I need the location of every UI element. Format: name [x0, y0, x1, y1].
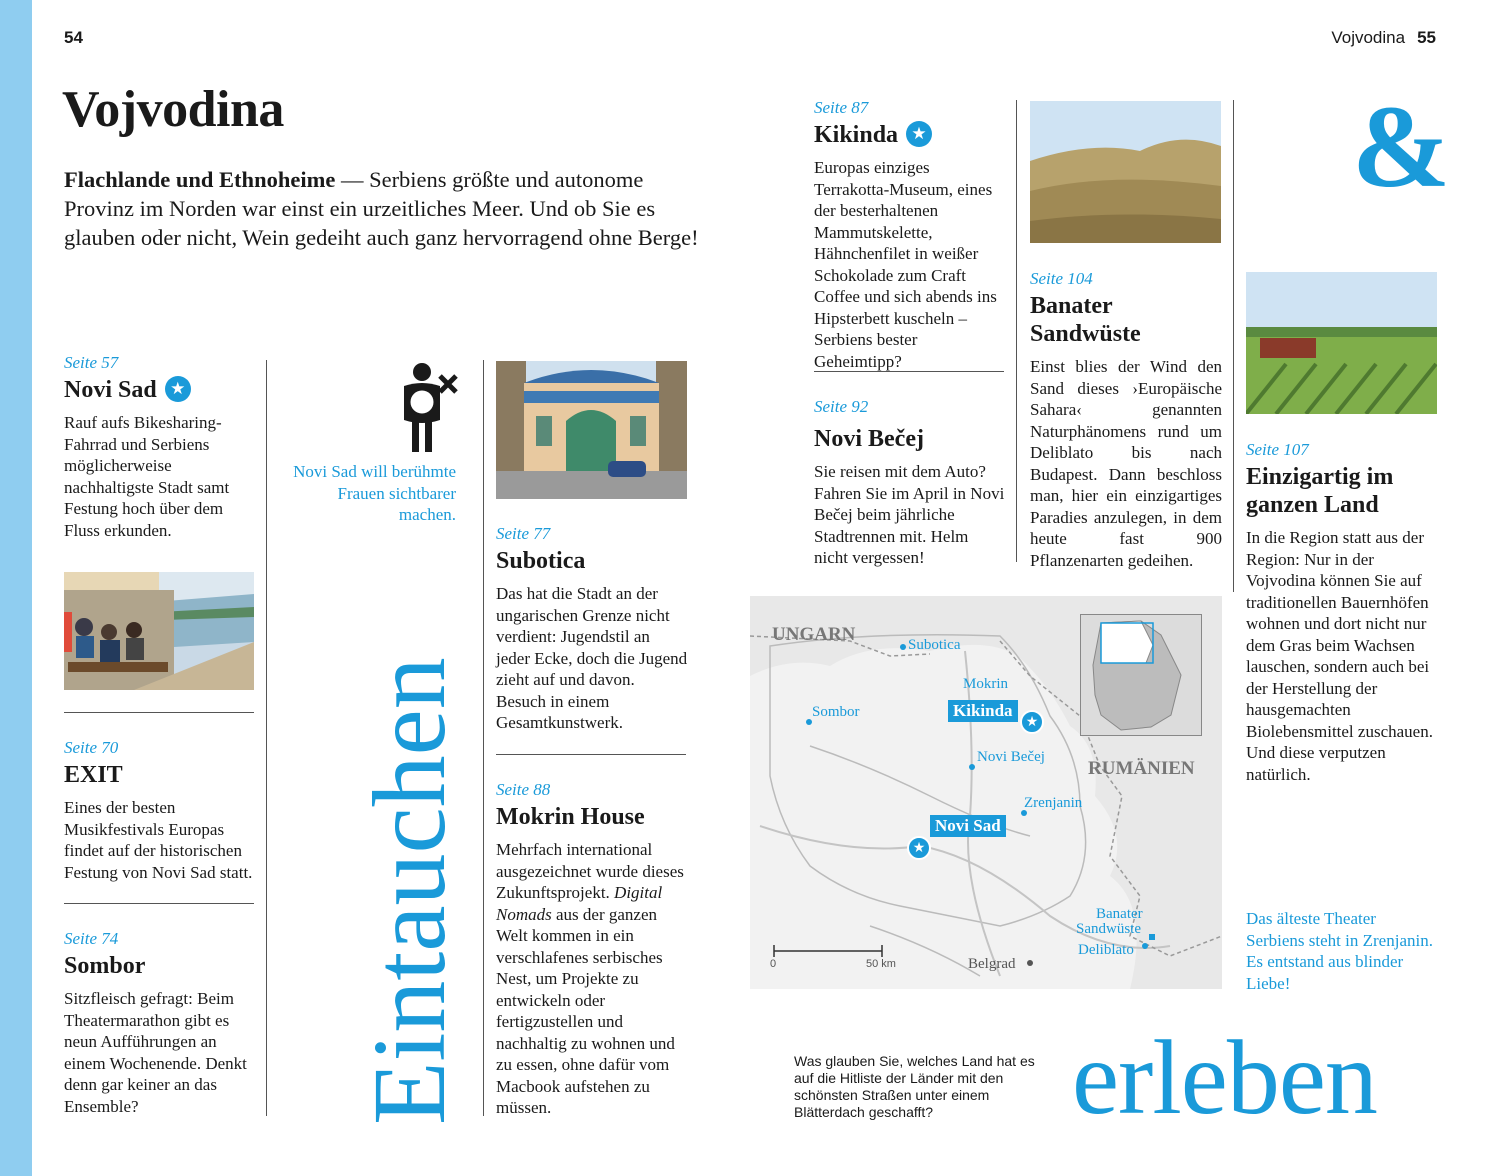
page-ref: Seite 88: [496, 780, 551, 799]
farm-photo: [1246, 272, 1437, 414]
entry-text: Sitzfleisch gefragt: Beim Theatermarathon gibt es neun Aufführungen an einem Wochenende. Denkt denn gar keiner an das Ensemble?: [64, 989, 247, 1116]
entry-sombor: [64, 929, 256, 1117]
divider: [814, 371, 1004, 372]
entry-title: Einzigartig im ganzen Land: [1246, 464, 1394, 518]
entry-banat: [1030, 269, 1222, 571]
map-label-rumaenien: RUMÄNIEN: [1088, 758, 1195, 779]
map-label-belgrad: Belgrad: [968, 956, 1016, 972]
divider: [64, 712, 254, 713]
page-ref: Seite 74: [64, 929, 119, 948]
entry-mokrin: [496, 780, 690, 1119]
column-rule: [266, 360, 267, 1116]
entry-text-a: Mehrfach international ausgezeichnet wurde dieses Zukunftsprojekt.: [496, 840, 684, 902]
column-rule: [1016, 100, 1017, 562]
entry-text: Eines der besten Musikfestivals Europas findet auf der historischen Festung von Novi Sad statt.: [64, 798, 253, 882]
map-label-novi-sad: Novi Sad: [930, 815, 1006, 837]
column-rule: [483, 360, 484, 1116]
note-frauen: Novi Sad will berühmte Frauen sichtbarer machen.: [293, 462, 456, 524]
entry-title: Mokrin House: [496, 804, 645, 830]
entry-title: Banater Sandwüste: [1030, 293, 1141, 347]
map-label-novi-becej: Novi Bečej: [977, 749, 1045, 765]
entry-text: Europas einziges Terrakotta-Museum, eines der besterhaltenen Mammutskelette, Hähnchenfilet in weißer Schokolade zum Craft Coffee und sich abends ins Hipsterbett kuscheln – Serbiens bester Geheimtipp?: [814, 158, 997, 371]
entry-title: [814, 121, 1006, 149]
page-ref: Seite 77: [496, 524, 551, 543]
map-label-sombor: Sombor: [812, 704, 860, 720]
map-label-zrenjanin: Zrenjanin: [1024, 795, 1083, 811]
entry-kikinda: [814, 98, 1006, 372]
page-ref: Seite 87: [814, 98, 869, 117]
entry-text: Rauf aufs Bikesharing-Fahrrad und Serbiens möglicherweise nachhaltigste Stadt samt Festung hoch über dem Fluss erkunden.: [64, 413, 230, 540]
map-label-ungarn: UNGARN: [772, 624, 856, 645]
page-number-right: 55: [1417, 28, 1436, 47]
map-label-mokrin: Mokrin: [963, 676, 1008, 692]
entry-title: EXIT: [64, 762, 123, 788]
subotica-palace-photo: [496, 361, 687, 499]
woman-icon: [398, 362, 458, 456]
entry-title: Subotica: [496, 548, 586, 574]
entry-text: Einst blies der Wind den Sand dieses ›Europäische Sahara‹ genannten Naturphänomens rund um Deliblato bis nach Budapest. Dann beschloss man, hier ein einzigartiges Paradies anzulegen, in dem heute fast 900 Pflanzenarten gedeihen.: [1030, 357, 1222, 570]
map-label-deliblato: Deliblato: [1078, 942, 1134, 958]
page-ref: Seite 70: [64, 738, 119, 757]
divider: [496, 754, 686, 755]
dunes-photo: [1030, 101, 1221, 243]
eintauchen-heading: Eintauchen: [352, 657, 467, 1125]
sidebar-stripe: [0, 0, 32, 1176]
entry-title: Sombor: [64, 953, 146, 979]
entry-novi-becej: [814, 397, 1006, 569]
scale-km: 50 km: [866, 958, 896, 970]
map-star-icon: ★: [1020, 710, 1044, 734]
entry-title-text: Kikinda: [814, 122, 899, 148]
entry-novi-sad: [64, 353, 256, 541]
chapter-title: Vojvodina: [62, 81, 284, 138]
star-icon: ★: [906, 121, 932, 147]
entry-title: [64, 376, 256, 404]
entry-text: [496, 839, 690, 1119]
page-ref: Seite 107: [1246, 440, 1309, 459]
map-label-subotica: Subotica: [908, 637, 961, 653]
entry-subotica: [496, 524, 688, 734]
intro-bold: Flachlande und Ethnoheime: [64, 167, 336, 192]
region-map: [750, 596, 1222, 989]
scale-zero: 0: [770, 958, 777, 970]
entry-text-b: aus der ganzen Welt kommen in ein verschlafenes serbisches Nest, um Projekte zu entwickeln oder fertigzustellen und nachhaltig zu wohnen und zu essen, ohne dafür vom Macbook aufstehen zu müssen.: [496, 904, 675, 1117]
map-dot: [1027, 960, 1033, 966]
page-number-left: 54: [64, 28, 83, 47]
quiz-text: Was glauben Sie, welches Land hat es auf die Hitliste der Länder mit den schönsten Straßen unter einem Blätterdach geschafft?: [794, 1053, 1035, 1120]
chapter-intro: [64, 165, 704, 252]
running-head: [1331, 28, 1436, 48]
running-head-title: Vojvodina: [1331, 28, 1406, 47]
cafe-terrace-photo: [64, 572, 254, 690]
page-ref: Seite 92: [814, 397, 869, 416]
ampersand-heading: &: [1352, 81, 1451, 212]
map-dot: [900, 644, 906, 650]
entry-title: Novi Bečej: [814, 426, 924, 452]
map-dot: [1149, 934, 1155, 940]
column-rule: [1233, 100, 1234, 592]
map-label-kikinda: Kikinda: [948, 700, 1018, 722]
locator-inset: [1080, 614, 1202, 736]
entry-exit: [64, 738, 256, 883]
entry-text: Das hat die Stadt an der ungarischen Grenze nicht verdient: Jugendstil an jeder Ecke, doch die Jugend zieht auf und davon. Besuch in einem Gesamtkunstwerk.: [496, 584, 688, 732]
entry-text: In die Region statt aus der Region: Nur in der Vojvodina können Sie auf traditionellen Bauernhöfen wohnen und dort nicht nur dem Gras beim Wachsen lauschen, sondern auch bei der Herstellung der hausgemachten Biolebensmittel zuschauen. Und diese verputzen natürlich.: [1246, 528, 1433, 784]
divider: [64, 903, 254, 904]
map-dot: [1142, 943, 1148, 949]
star-icon: ★: [165, 376, 191, 402]
page-ref: Seite 104: [1030, 269, 1093, 288]
map-label-sandwueste: Sandwüste: [1076, 921, 1141, 937]
map-star-icon: ★: [907, 836, 931, 860]
entry-text: Sie reisen mit dem Auto? Fahren Sie im April in Novi Bečej beim jährliche Stadtrennen mit. Helm nicht vergessen!: [814, 462, 1005, 567]
entry-text-italic: Digital Nomads: [496, 883, 663, 924]
note-theater: Das älteste Theater Serbiens steht in Zrenjanin. Es entstand aus blinder Liebe!: [1246, 909, 1433, 993]
map-dot: [969, 764, 975, 770]
entry-einzigartig: [1246, 440, 1440, 785]
erleben-heading: erleben: [1072, 1019, 1377, 1136]
entry-title-text: Novi Sad: [64, 377, 157, 403]
page-ref: Seite 57: [64, 353, 119, 372]
intro-text: — Serbiens größte und autonome Provinz im Norden war einst ein urzeitliches Meer. Und ob Sie es glauben oder nicht, Wein gedeiht auch ganz hervorragend ohne Berge!: [64, 167, 699, 250]
map-label-banater: Banater: [1096, 906, 1143, 922]
